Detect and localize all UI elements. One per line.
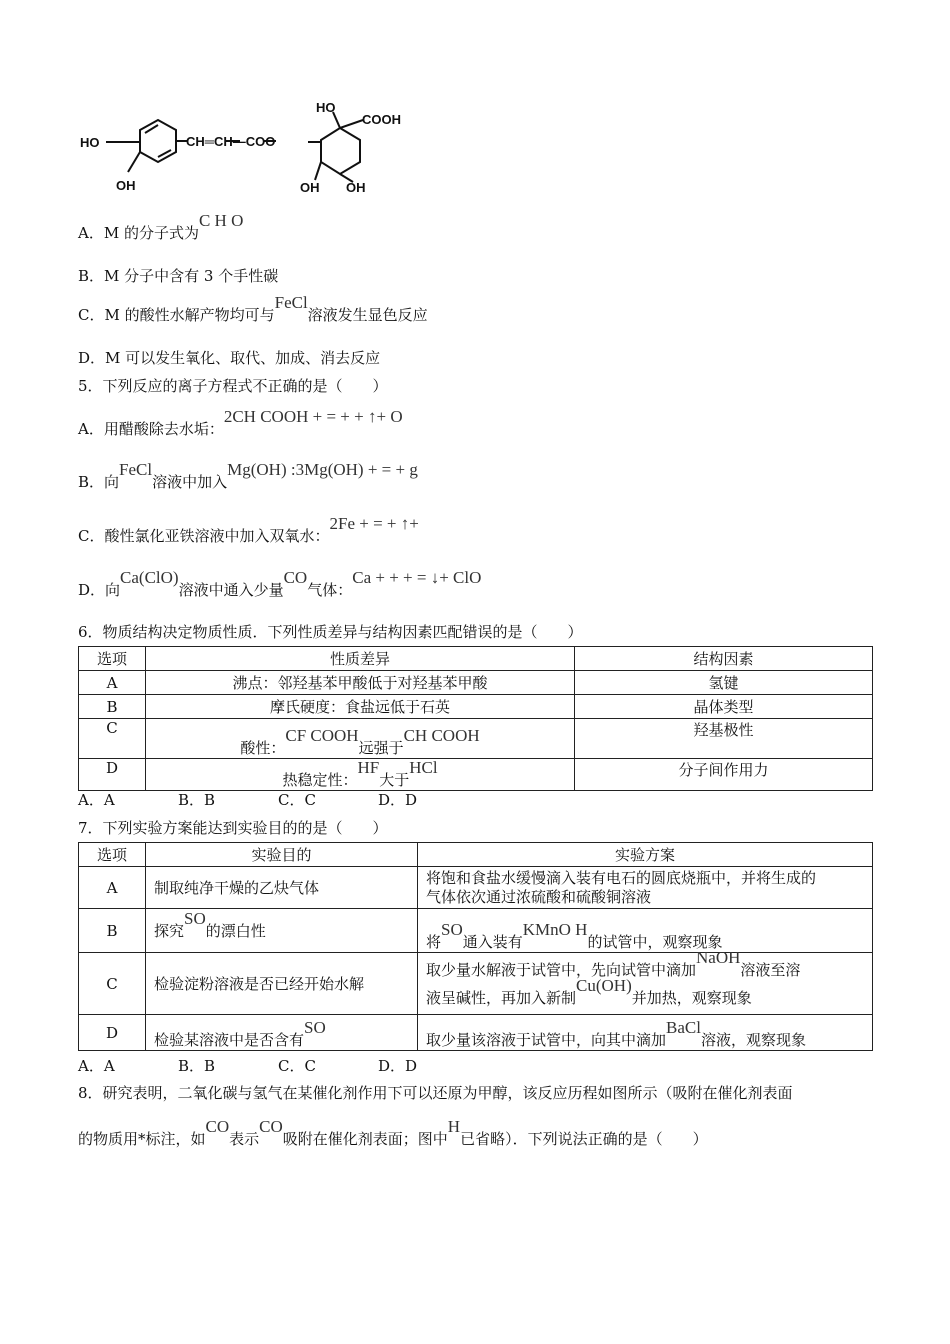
table-row [79,695,873,719]
q7-stem: 7．下列实验方案能达到实验目的的是（ ） [78,819,388,837]
table-row [79,719,873,759]
table-cell: 氢键 [575,671,873,695]
table-cell: 将SO通入装有KMnO H的试管中，观察现象 [418,909,873,953]
table-cell: A [79,671,146,695]
q4-option-b: B．M 分子中含有 3 个手性碳 [78,267,279,285]
table-cell: 取少量水解液于试管中，先向试管中滴加NaOH溶液至溶 液呈碱性，再加入新制Cu(OH)并加热，观察现象 [418,953,873,1015]
table-cell: 分子间作用力 [575,759,873,791]
table-cell: B [79,695,146,719]
q4-option-d: D．M 可以发生氧化、取代、加成、消去反应 [78,349,381,367]
struct-ho-1: HO [80,135,100,150]
table-header-row [79,843,873,867]
table-row [79,671,873,695]
q7-table [78,842,873,1051]
table-cell: 摩氏硬度：食盐远低于石英 [146,695,575,719]
table-row [79,759,873,791]
table-header: 实验目的 [146,843,418,867]
table-cell: 羟基极性 [575,719,873,759]
table-cell: 取少量该溶液于试管中，向其中滴加BaCl溶液，观察现象 [418,1015,873,1051]
table-row [79,909,873,953]
table-header: 选项 [79,647,146,671]
struct-oh-1: OH [116,178,136,193]
table-cell: B [79,909,146,953]
table-header: 性质差异 [146,647,575,671]
table-cell: C [79,953,146,1015]
table-cell: 将饱和食盐水缓慢滴入装有电石的圆底烧瓶中，并将生成的 气体依次通过浓硫酸和硫酸铜溶液 [418,867,873,909]
q5-option-d: D．向Ca(ClO)溶液中通入少量CO气体：Ca + + + = ↓+ ClO [78,568,482,599]
struct-ho-2: HO [316,100,336,115]
q6-table [78,646,873,791]
table-header: 实验方案 [418,843,873,867]
q4-option-c: C．M 的酸性水解产物均可与FeCl溶液发生显色反应 [78,293,428,324]
table-row [79,867,873,909]
table-cell: D [79,759,146,791]
q4-option-a: A．M 的分子式为C H O [78,211,244,242]
table-cell: D [79,1015,146,1051]
q6-stem: 6．物质结构决定物质性质．下列性质差异与结构因素匹配错误的是（ ） [78,623,583,641]
table-header-row [79,647,873,671]
table-row [79,953,873,1015]
table-cell: 制取纯净干燥的乙炔气体 [146,867,418,909]
table-header: 选项 [79,843,146,867]
table-cell: 热稳定性：HF大于HCl [146,759,575,791]
table-row [79,1015,873,1051]
table-header: 结构因素 [575,647,873,671]
table-cell: A [79,867,146,909]
table-cell: 酸性：CF COOH远强于CH COOH [146,719,575,759]
q6-answer-options: A．A B．B C．C D．D [78,791,418,809]
q8-line-2: 的物质用*标注，如CO表示CO吸附在催化剂表面；图中H已省略）．下列说法正确的是（ ） [78,1117,708,1148]
q5-option-b: B．向FeCl溶液中加入Mg(OH) :3Mg(OH) + = + g [78,460,418,491]
q8-line-1: 8．研究表明，二氧化碳与氢气在某催化剂作用下可以还原为甲醇，该反应历程如图所示（吸附在催化剂表面 [78,1084,793,1102]
table-cell: C [79,719,146,759]
table-cell: 检验某溶液中是否含有SO [146,1015,418,1051]
q7-answer-options: A．A B．B C．C D．D [78,1057,418,1075]
q5-option-a: A．用醋酸除去水垢：2CH COOH + = + + ↑+ O [78,407,403,438]
struct-chain: CH═CH—COO [186,134,276,149]
molecule-m-structure [78,100,408,200]
table-cell: 探究SO的漂白性 [146,909,418,953]
table-cell: 沸点：邻羟基苯甲酸低于对羟基苯甲酸 [146,671,575,695]
struct-cooh: COOH [362,112,401,127]
q5-option-c: C．酸性氯化亚铁溶液中加入双氧水：2Fe + = + ↑+ [78,514,419,545]
table-cell: 晶体类型 [575,695,873,719]
struct-oh-3: OH [346,180,366,195]
q5-stem: 5．下列反应的离子方程式不正确的是（ ） [78,377,388,395]
struct-oh-2: OH [300,180,320,195]
table-cell: 检验淀粉溶液是否已经开始水解 [146,953,418,1015]
